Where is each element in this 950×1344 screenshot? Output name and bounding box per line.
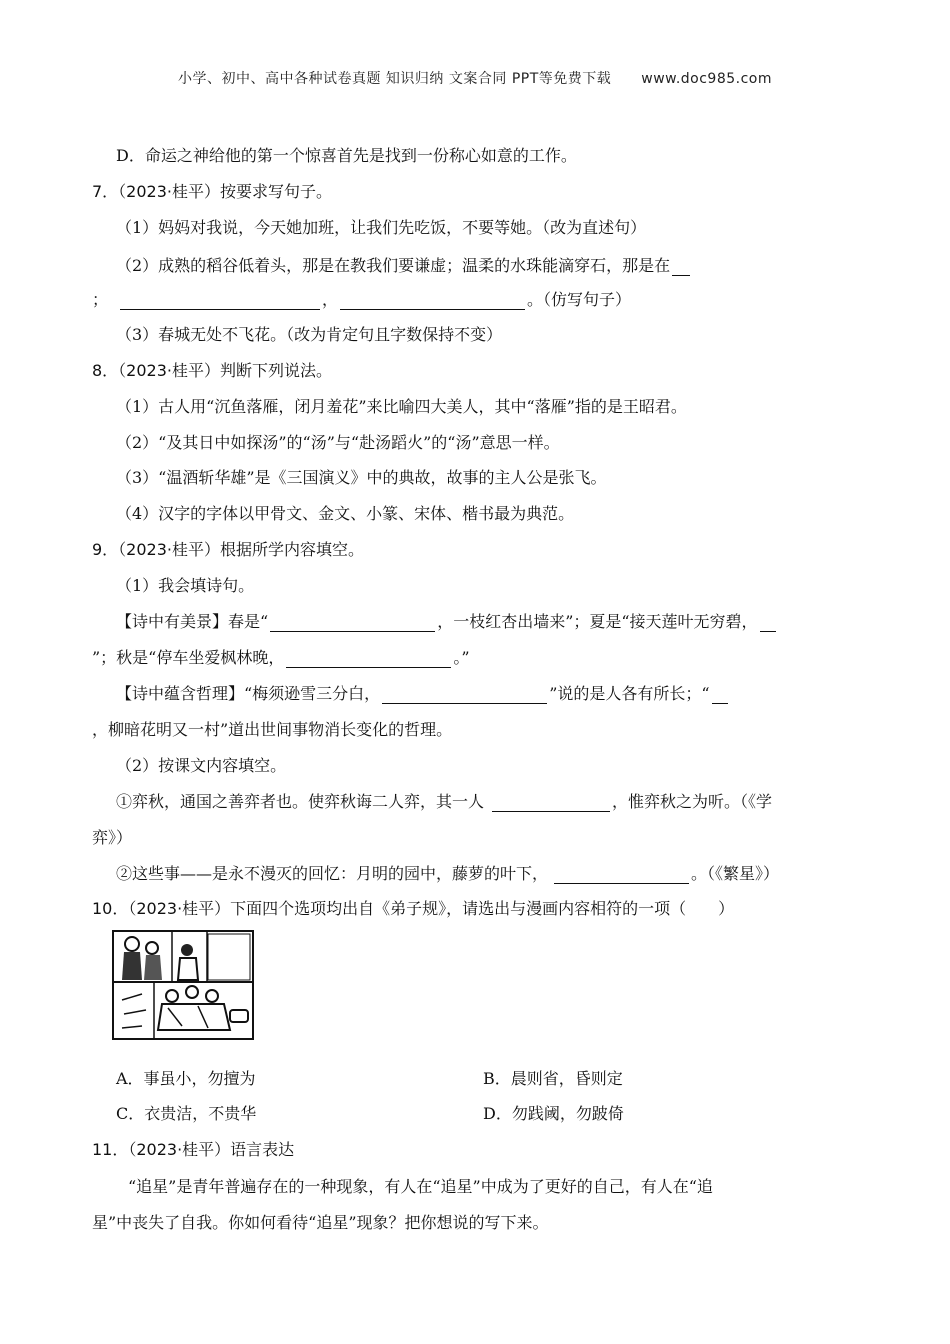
- answer-blank[interactable]: [120, 293, 320, 310]
- q9-classical-line-1: [116, 792, 772, 812]
- poem-text: 。”: [453, 648, 470, 667]
- answer-blank[interactable]: [340, 293, 525, 310]
- question-7-title: 7．（2023·桂平）按要求写句子。: [92, 182, 332, 201]
- q9-poem-line-4: ，柳暗花明又一村”道出世间事物消长变化的哲理。: [92, 720, 453, 739]
- option-d-line: D．命运之神给他的第一个惊喜首先是找到一份称心如意的工作。: [116, 146, 577, 165]
- q7-item-2-continued: [92, 290, 631, 310]
- answer-blank[interactable]: [492, 795, 610, 812]
- q8-item-4: （4）汉字的字体以甲骨文、金文、小篆、宋体、楷书最为典范。: [116, 504, 575, 523]
- q8-item-2: （2）“及其日中如探汤”的“汤”与“赴汤蹈火”的“汤”意思一样。: [116, 433, 560, 452]
- question-10-title: 10．（2023·桂平）下面四个选项均出自《弟子规》，请选出与漫画内容相符的一项（ ）: [92, 899, 735, 918]
- answer-blank[interactable]: [672, 259, 690, 276]
- q9-poem-line-3: [116, 684, 730, 704]
- punct: ，: [322, 290, 339, 309]
- q9-poem-line-1: [116, 612, 778, 632]
- q7-item-3: （3）春城无处不飞花。（改为肯定句且字数保持不变）: [116, 325, 503, 344]
- poem-text: ”说的是人各有所长；“: [549, 684, 710, 703]
- instruction-text: 。（仿写句子）: [527, 290, 632, 309]
- q9-classical-line-1-end: 弈》）: [92, 828, 133, 847]
- poem-text: ，一枝红杏出墙来”；夏是“接天莲叶无穷碧，: [437, 612, 758, 631]
- comic-illustration: [112, 930, 254, 1042]
- poem-text: 【诗中蕴含哲理】“梅须逊雪三分白，: [116, 684, 381, 703]
- question-8-title: 8．（2023·桂平）判断下列说法。: [92, 361, 332, 380]
- answer-blank[interactable]: [554, 867, 689, 884]
- q9-item-2: （2）按课文内容填空。: [116, 756, 287, 775]
- question-11-title: 11．（2023·桂平）语言表达: [92, 1140, 295, 1159]
- q9-item-1: （1）我会填诗句。: [116, 576, 255, 595]
- q8-item-3: （3）“温酒斩华雄”是《三国演义》中的典故，故事的主人公是张飞。: [116, 468, 607, 487]
- poem-text: ”；秋是“停车坐爱枫林晚，: [92, 648, 285, 667]
- answer-blank[interactable]: [270, 615, 435, 632]
- answer-blank[interactable]: [286, 651, 451, 668]
- option-d[interactable]: D．勿践阈，勿跛倚: [483, 1104, 624, 1123]
- q7-item-2: [116, 256, 692, 276]
- answer-blank[interactable]: [760, 615, 776, 632]
- header-url: www.doc985.com: [641, 71, 773, 87]
- q9-poem-line-2: [92, 648, 470, 668]
- q7-item-1: （1）妈妈对我说，今天她加班，让我们先吃饭，不要等她。（改为直述句）: [116, 218, 647, 237]
- passage-text: ②这些事——是永不漫灭的回忆：月明的园中，藤萝的叶下，: [116, 864, 549, 883]
- punct: ；: [92, 290, 109, 309]
- passage-text: ，惟弈秋之为听。（《学: [612, 792, 773, 811]
- q8-item-1: （1）古人用“沉鱼落雁，闭月羞花”来比喻四大美人，其中“落雁”指的是王昭君。: [116, 397, 687, 416]
- answer-blank[interactable]: [382, 687, 547, 704]
- option-c[interactable]: C．衣贵洁，不贵华: [116, 1104, 257, 1123]
- q7-item-2-text: （2）成熟的稻谷低着头，那是在教我们要谦虚；温柔的水珠能滴穿石，那是在: [116, 256, 671, 275]
- header-text: 小学、初中、高中各种试卷真题 知识归纳 文案合同 PPT等免费下载: [177, 71, 612, 87]
- q11-paragraph-line-1: “追星”是青年普遍存在的一种现象，有人在“追星”中成为了更好的自己，有人在“追: [128, 1177, 713, 1196]
- passage-text: 。（《繁星》）: [691, 864, 780, 883]
- page-header: [0, 68, 950, 88]
- option-a[interactable]: A．事虽小，勿擅为: [116, 1069, 256, 1088]
- q9-classical-line-2: [116, 864, 779, 884]
- poem-text: 【诗中有美景】春是“: [116, 612, 269, 631]
- answer-blank[interactable]: [712, 687, 728, 704]
- option-b[interactable]: B．晨则省，昏则定: [483, 1069, 623, 1088]
- question-9-title: 9．（2023·桂平）根据所学内容填空。: [92, 540, 364, 559]
- passage-text: ①弈秋，通国之善弈者也。使弈秋诲二人弈，其一人: [116, 792, 485, 811]
- q11-paragraph-line-2: 星”中丧失了自我。你如何看待“追星”现象？把你想说的写下来。: [92, 1213, 549, 1232]
